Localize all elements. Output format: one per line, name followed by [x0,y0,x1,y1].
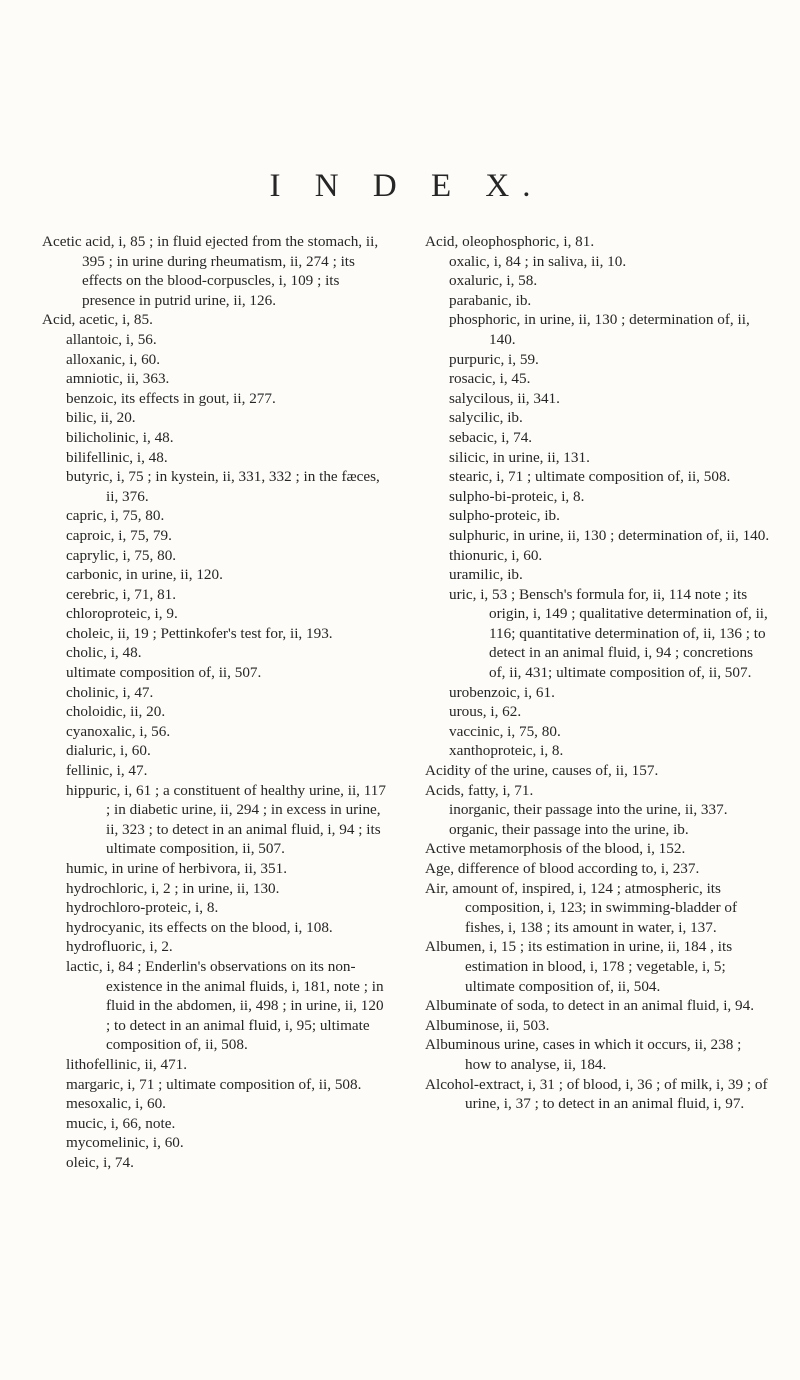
index-subentry: sulpho-proteic, ib. [449,507,560,525]
index-entry: Acid, oleophosphoric, i, 81. [425,233,595,250]
index-subentry: hydrochloric, i, 2 ; in urine, ii, 130. [66,879,280,897]
index-subentry: amniotic, ii, 363. [66,370,170,388]
index-subentry: rosacic, i, 45. [449,370,531,388]
index-subentry: vaccinic, i, 75, 80. [449,722,561,740]
index-entry: Albuminate of soda, to detect in an animal fluid, i, 94. [425,997,754,1015]
index-column-right [425,232,770,1114]
index-entry: Acidity of the urine, causes of, ii, 157. [425,762,659,780]
index-entry: Albumen, i, 15 ; its estimation in urine, ii, 184 , its estimation in blood, i, 178 ; vegetable, i, 5; ultimate composition of, ii, 504. [425,938,733,995]
index-subentry: chloroproteic, i, 9. [66,605,178,623]
index-subentry: allantoic, i, 56. [66,330,157,348]
index-subentry: lithofellinic, ii, 471. [66,1055,188,1073]
index-column-left [42,232,387,1173]
index-subentry: bilic, ii, 20. [66,409,136,427]
index-subentry: sebacic, i, 74. [449,428,533,446]
index-subentry: ultimate composition of, ii, 507. [66,664,262,682]
index-subentry: caprylic, i, 75, 80. [66,546,177,564]
index-subentry: uramilic, ib. [449,566,523,584]
index-subentry: carbonic, in urine, ii, 120. [66,566,223,584]
index-subentry: oxalic, i, 84 ; in saliva, ii, 10. [449,252,627,270]
index-subentry: salycilous, ii, 341. [449,389,560,407]
index-subentry: stearic, i, 71 ; ultimate composition of, ii, 508. [449,468,731,486]
index-subentry: salycilic, ib. [449,409,523,427]
index-subentry: cerebric, i, 71, 81. [66,585,177,603]
index-entry: Albuminose, ii, 503. [425,1016,550,1034]
index-subentry: oleic, i, 74. [66,1153,134,1171]
index-subentry: phosphoric, in urine, ii, 130 ; determination of, ii, 140. [449,311,750,348]
index-subentry: choloidic, ii, 20. [66,703,166,721]
index-entry: Alcohol-extract, i, 31 ; of blood, i, 36 ; of milk, i, 39 ; of urine, i, 37 ; to detect in an animal fluid, i, 97. [425,1075,768,1113]
index-subentry: silicic, in urine, ii, 131. [449,448,590,466]
index-subentry: organic, their passage into the urine, ib. [449,820,689,838]
index-subentry: fellinic, i, 47. [66,762,148,780]
index-entry: Acetic acid, i, 85 ; in fluid ejected from the stomach, ii, 395 ; in urine during rheumatism, ii, 274 ; its effects on the blood-corpuscles, i, 109 ; its presence in putrid urine, ii, 126. [42,233,379,309]
index-subentry: capric, i, 75, 80. [66,507,165,525]
index-subentry: bilicholinic, i, 48. [66,428,174,446]
index-subentry: mycomelinic, i, 60. [66,1134,184,1152]
index-entry: Acid, acetic, i, 85. [42,311,153,329]
index-entry: Active metamorphosis of the blood, i, 152. [425,840,686,858]
index-entry: Acids, fatty, i, 71. [425,781,534,799]
index-entry: Air, amount of, inspired, i, 124 ; atmospheric, its composition, i, 123; in swimming-bladder of fishes, i, 138 ; its amount in water, i, 137. [425,879,738,936]
index-subentry: alloxanic, i, 60. [66,350,161,368]
index-subentry: margaric, i, 71 ; ultimate composition of, ii, 508. [66,1075,362,1093]
index-entry: Age, difference of blood according to, i, 237. [425,860,700,877]
index-subentry: purpuric, i, 59. [449,350,539,368]
index-subentry: parabanic, ib. [449,291,532,309]
index-subentry: caproic, i, 75, 79. [66,526,172,544]
index-entry: Albuminous urine, cases in which it occurs, ii, 238 ; how to analyse, ii, 184. [425,1036,742,1073]
index-subentry: hydrocyanic, its effects on the blood, i, 108. [66,918,333,936]
index-subentry: uric, i, 53 ; Bensch's formula for, ii, 114 note ; its origin, i, 149 ; qualitative determination of, ii, 116; quantitative determination of, ii, 136 ; to detect in an animal fluid, i, 94 ; concretions of, ii, 431; ultimate composition of, ii, 507. [449,585,768,682]
index-subentry: hydrofluoric, i, 2. [66,938,173,956]
index-subentry: hippuric, i, 61 ; a constituent of healthy urine, ii, 117 ; in diabetic urine, ii, 294 ; in excess in urine, ii, 323 ; to detect in an animal fluid, i, 94 ; its ultimate composition, ii, 507. [66,781,386,858]
index-subentry: inorganic, their passage into the urine, ii, 337. [449,801,728,819]
index-subentry: bilifellinic, i, 48. [66,448,168,466]
index-subentry: urobenzoic, i, 61. [449,683,555,701]
index-subentry: cholic, i, 48. [66,644,142,662]
index-subentry: cyanoxalic, i, 56. [66,722,171,740]
index-subentry: hydrochloro-proteic, i, 8. [66,899,219,917]
index-subentry: cholinic, i, 47. [66,683,154,701]
index-subentry: mucic, i, 66, note. [66,1114,176,1132]
index-subentry: oxaluric, i, 58. [449,272,538,290]
index-subentry: choleic, ii, 19 ; Pettinkofer's test for, ii, 193. [66,624,333,642]
index-subentry: sulpho-bi-proteic, i, 8. [449,487,585,505]
index-subentry: urous, i, 62. [449,703,522,721]
index-subentry: mesoxalic, i, 60. [66,1095,166,1113]
index-subentry: sulphuric, in urine, ii, 130 ; determination of, ii, 140. [449,526,770,544]
index-subentry: butyric, i, 75 ; in kystein, ii, 331, 332 ; in the fæces, ii, 376. [66,468,380,505]
page-title: I N D E X. [269,168,544,204]
index-subentry: dialuric, i, 60. [66,742,151,760]
index-subentry: humic, in urine of herbivora, ii, 351. [66,860,288,877]
index-subentry: thionuric, i, 60. [449,546,543,564]
index-subentry: lactic, i, 84 ; Enderlin's observations on its non-existence in the animal fluids, i, 181, note ; in fluid in the abdomen, ii, 498 ; in urine, ii, 120 ; to detect in an animal fluid, i, 95; ultimate composition of, ii, 508. [66,957,384,1054]
index-subentry: xanthoproteic, i, 8. [449,742,564,760]
index-subentry: benzoic, its effects in gout, ii, 277. [66,389,276,407]
